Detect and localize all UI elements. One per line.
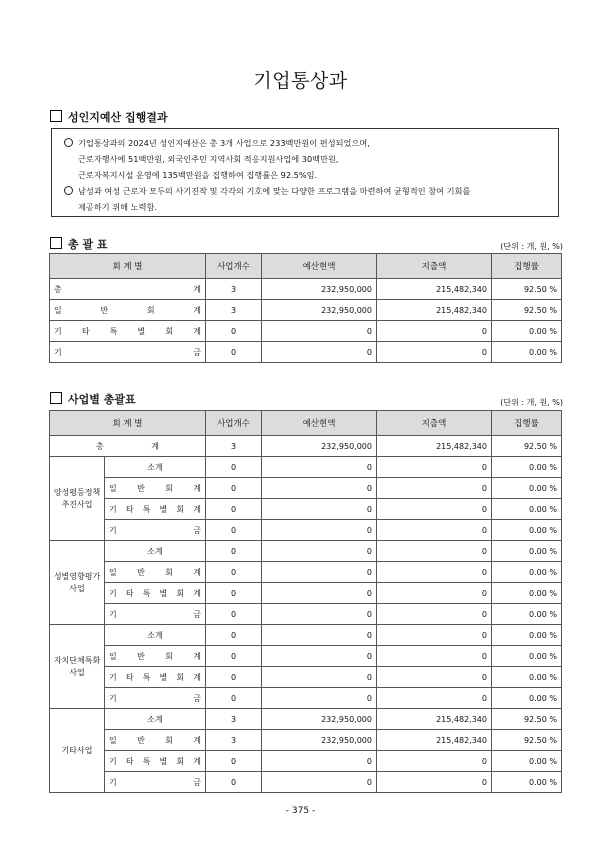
row-label-char: 회 (165, 735, 173, 745)
row-label-char: 특 (142, 672, 151, 682)
row-label-char: 회 (165, 326, 174, 336)
row-label-char: 기 (54, 326, 62, 336)
table-row (50, 436, 562, 457)
row-label-char: 특 (109, 326, 118, 336)
project-count-cell: 0 (206, 625, 262, 646)
intro-text: 남성과 여성 근로자 모두의 사기진작 및 각각의 기호에 맞는 다양한 프로그램을 마련하여 균형적인 참여 기회를 (78, 186, 471, 196)
execution-rate-cell: 92.50 % (492, 436, 562, 457)
row-label-char: 기 (109, 693, 117, 703)
execution-rate-cell: 0.00 % (492, 688, 562, 709)
row-label (105, 499, 206, 520)
project-count-cell: 0 (206, 583, 262, 604)
spent-cell: 0 (377, 751, 492, 772)
row-label-char: 회 (176, 672, 185, 682)
column-header: 지출액 (377, 411, 492, 436)
execution-rate-cell: 0.00 % (492, 604, 562, 625)
budget-cell: 0 (262, 342, 377, 363)
column-header: 집행률 (492, 254, 562, 279)
table-row (50, 541, 562, 562)
execution-rate-cell: 0.00 % (492, 541, 562, 562)
project-count-cell: 0 (206, 562, 262, 583)
row-label (105, 478, 206, 499)
budget-cell: 0 (262, 667, 377, 688)
project-count-cell: 0 (206, 751, 262, 772)
row-label-char: 계 (193, 735, 201, 745)
intro-line (64, 167, 550, 183)
table-row (50, 688, 562, 709)
project-count-cell: 0 (206, 772, 262, 793)
project-count-cell: 3 (206, 709, 262, 730)
row-label-char: 기 (54, 347, 62, 357)
row-label-char: 타 (125, 504, 134, 514)
intro-text: 제공하기 위해 노력함. (78, 202, 157, 212)
section-heading-gender-budget (50, 109, 167, 125)
row-label-char: 계 (193, 483, 201, 493)
row-label-char: 회 (176, 588, 185, 598)
spent-cell: 0 (377, 667, 492, 688)
budget-cell: 232,950,000 (262, 709, 377, 730)
spent-cell: 0 (377, 562, 492, 583)
program-name-text: 양성평등정책 (53, 487, 101, 497)
row-label-char: 별 (159, 588, 168, 598)
row-label (105, 709, 206, 730)
spent-cell: 0 (377, 457, 492, 478)
project-count-cell: 0 (206, 520, 262, 541)
row-label-char: 반 (137, 735, 145, 745)
row-label (50, 321, 206, 342)
table-row (50, 583, 562, 604)
execution-rate-cell: 0.00 % (492, 751, 562, 772)
budget-cell: 0 (262, 646, 377, 667)
row-label-char: 반 (100, 305, 109, 315)
budget-cell: 0 (262, 520, 377, 541)
budget-cell: 0 (262, 688, 377, 709)
row-label-spread (109, 756, 201, 767)
column-header: 예산현액 (262, 411, 377, 436)
table-row (50, 499, 562, 520)
program-name-text: 자치단체특화 (53, 655, 101, 665)
row-label-char: 총 (96, 441, 104, 451)
row-label-spread (109, 483, 201, 494)
spent-cell: 215,482,340 (377, 730, 492, 751)
budget-cell: 232,950,000 (262, 436, 377, 457)
table-row (50, 457, 562, 478)
row-label-spread (109, 777, 201, 788)
row-label-char: 타 (125, 672, 134, 682)
execution-rate-cell: 92.50 % (492, 709, 562, 730)
checkbox-square-icon (50, 237, 62, 249)
program-name (50, 541, 105, 625)
budget-cell: 0 (262, 562, 377, 583)
table-row (50, 667, 562, 688)
row-label (105, 751, 206, 772)
row-label-char: 계 (193, 305, 201, 315)
row-label-char: 타 (81, 326, 90, 336)
budget-cell: 0 (262, 478, 377, 499)
row-label-char: 금 (193, 347, 201, 357)
intro-line (64, 135, 550, 151)
spent-cell: 215,482,340 (377, 709, 492, 730)
budget-cell: 0 (262, 625, 377, 646)
row-label-char: 금 (193, 525, 201, 535)
project-count-cell: 0 (206, 342, 262, 363)
row-label-char: 계 (193, 588, 201, 598)
section-heading-by-program (50, 391, 136, 407)
row-label-spread (109, 672, 201, 683)
row-label-char: 회 (176, 504, 185, 514)
project-count-cell: 0 (206, 457, 262, 478)
intro-text: 근로자복지시설 운영에 135백만원을 집행하여 집행률은 92.5%임. (78, 170, 318, 180)
program-name-text: 사업 (69, 667, 85, 677)
row-label-char: 반 (137, 567, 145, 577)
row-label-spread (54, 347, 201, 358)
column-header: 회 계 별 (50, 254, 206, 279)
project-count-cell: 3 (206, 436, 262, 457)
table-row (50, 279, 562, 300)
spent-cell: 0 (377, 772, 492, 793)
budget-cell: 232,950,000 (262, 279, 377, 300)
table-row (50, 604, 562, 625)
row-label-char: 타 (125, 588, 134, 598)
row-label (50, 342, 206, 363)
intro-text: 근로자행사에 51백만원, 외국인주민 지역사회 적응지원사업에 30백만원, (78, 154, 339, 164)
project-count-cell: 0 (206, 499, 262, 520)
row-label-char: 계 (151, 441, 159, 451)
row-label-char: 금 (193, 693, 201, 703)
circle-bullet-icon (64, 138, 73, 147)
row-label-char: 기 (109, 504, 117, 514)
project-count-cell: 0 (206, 478, 262, 499)
column-header: 예산현액 (262, 254, 377, 279)
row-label (50, 300, 206, 321)
budget-cell: 232,950,000 (262, 300, 377, 321)
project-count-cell: 0 (206, 646, 262, 667)
row-label (105, 604, 206, 625)
spent-cell: 0 (377, 520, 492, 541)
row-label-spread (109, 525, 201, 536)
spent-cell: 0 (377, 625, 492, 646)
spent-cell: 215,482,340 (377, 436, 492, 457)
spent-cell: 0 (377, 499, 492, 520)
row-label-text: 소계 (147, 630, 163, 640)
table-row (50, 646, 562, 667)
project-count-cell: 3 (206, 730, 262, 751)
spent-cell: 215,482,340 (377, 279, 492, 300)
row-label-char: 반 (137, 483, 145, 493)
budget-cell: 0 (262, 499, 377, 520)
row-label-char: 특 (142, 588, 151, 598)
budget-cell: 232,950,000 (262, 730, 377, 751)
table-row (50, 300, 562, 321)
row-label-char: 별 (159, 504, 168, 514)
checkbox-square-icon (50, 110, 62, 122)
table-row (50, 625, 562, 646)
row-label-spread (54, 441, 201, 452)
row-label-char: 일 (109, 483, 117, 493)
row-label-char: 특 (142, 756, 151, 766)
intro-text: 기업통상과의 2024년 성인지예산은 총 3개 사업으로 233백만원이 편성되었으며, (78, 138, 370, 148)
row-label-char: 일 (109, 735, 117, 745)
row-label-char: 기 (109, 777, 117, 787)
intro-line (64, 183, 550, 199)
budget-cell: 0 (262, 321, 377, 342)
section-heading-summary (50, 236, 108, 252)
row-label-spread (109, 609, 201, 620)
column-header: 사업개수 (206, 254, 262, 279)
row-label-char: 금 (193, 609, 201, 619)
row-label-char: 기 (109, 756, 117, 766)
row-label-spread (109, 567, 201, 578)
execution-rate-cell: 0.00 % (492, 499, 562, 520)
column-header: 회 계 별 (50, 411, 206, 436)
row-label-char: 회 (146, 305, 155, 315)
row-label-char: 반 (137, 651, 145, 661)
row-label-text: 소계 (147, 462, 163, 472)
table-row (50, 709, 562, 730)
row-label-text: 소계 (147, 546, 163, 556)
row-label-char: 계 (193, 756, 201, 766)
project-count-cell: 3 (206, 300, 262, 321)
program-name-text: 사업 (69, 583, 85, 593)
execution-rate-cell: 0.00 % (492, 562, 562, 583)
project-count-cell: 0 (206, 667, 262, 688)
intro-line (64, 151, 550, 167)
program-name-text: 기타사업 (61, 745, 93, 755)
execution-rate-cell: 0.00 % (492, 457, 562, 478)
row-label-char: 계 (193, 567, 201, 577)
checkbox-square-icon (50, 392, 62, 404)
project-count-cell: 0 (206, 604, 262, 625)
row-label-char: 회 (165, 651, 173, 661)
row-label-spread (109, 693, 201, 704)
execution-rate-cell: 0.00 % (492, 321, 562, 342)
project-count-cell: 0 (206, 321, 262, 342)
row-label (105, 520, 206, 541)
row-label (105, 583, 206, 604)
section-heading-text: 성인지예산 집행결과 (68, 111, 168, 124)
row-label-char: 일 (54, 305, 62, 315)
row-label-char: 별 (159, 756, 168, 766)
row-label (105, 772, 206, 793)
row-label-char: 계 (193, 326, 201, 336)
spent-cell: 0 (377, 321, 492, 342)
spent-cell: 0 (377, 688, 492, 709)
column-header: 집행률 (492, 411, 562, 436)
row-label (105, 730, 206, 751)
row-label-char: 일 (109, 651, 117, 661)
program-name (50, 709, 105, 793)
spent-cell: 0 (377, 541, 492, 562)
spent-cell: 0 (377, 583, 492, 604)
execution-rate-cell: 0.00 % (492, 342, 562, 363)
row-label (50, 436, 206, 457)
execution-rate-cell: 92.50 % (492, 300, 562, 321)
execution-rate-cell: 0.00 % (492, 646, 562, 667)
execution-rate-cell: 0.00 % (492, 625, 562, 646)
table-row (50, 520, 562, 541)
execution-rate-cell: 0.00 % (492, 520, 562, 541)
page-title: 기업통상과 (253, 70, 348, 92)
row-label-char: 기 (109, 525, 117, 535)
row-label-char: 기 (109, 672, 117, 682)
intro-box (51, 128, 559, 217)
row-label (105, 457, 206, 478)
section-heading-text: 총 괄 표 (68, 238, 108, 251)
table-row (50, 342, 562, 363)
project-count-cell: 0 (206, 688, 262, 709)
unit-label-by-program: (단위 : 개, 원, %) (500, 398, 563, 407)
row-label (105, 625, 206, 646)
spent-cell: 0 (377, 478, 492, 499)
summary-table (49, 253, 562, 363)
row-label-char: 회 (165, 567, 173, 577)
intro-line (64, 199, 550, 215)
project-count-cell: 0 (206, 541, 262, 562)
program-name-text: 추진사업 (61, 499, 93, 509)
row-label-char: 별 (159, 672, 168, 682)
execution-rate-cell: 92.50 % (492, 279, 562, 300)
table-row (50, 772, 562, 793)
budget-cell: 0 (262, 583, 377, 604)
execution-rate-cell: 0.00 % (492, 478, 562, 499)
project-count-cell: 3 (206, 279, 262, 300)
row-label-char: 계 (193, 672, 201, 682)
row-label-char: 회 (165, 483, 173, 493)
table-row (50, 730, 562, 751)
unit-label-summary: (단위 : 개, 원, %) (500, 242, 563, 251)
row-label-spread (109, 504, 201, 515)
row-label-char: 계 (193, 284, 201, 294)
table-row (50, 751, 562, 772)
row-label-spread (54, 305, 201, 316)
execution-rate-cell: 92.50 % (492, 730, 562, 751)
table-row (50, 562, 562, 583)
row-label-char: 계 (193, 504, 201, 514)
row-label (105, 562, 206, 583)
table-row (50, 478, 562, 499)
row-label-char: 기 (109, 588, 117, 598)
spent-cell: 0 (377, 604, 492, 625)
spent-cell: 0 (377, 646, 492, 667)
row-label (105, 541, 206, 562)
program-table (49, 410, 562, 793)
execution-rate-cell: 0.00 % (492, 667, 562, 688)
row-label-char: 금 (193, 777, 201, 787)
row-label-char: 총 (54, 284, 62, 294)
budget-cell: 0 (262, 772, 377, 793)
program-name (50, 625, 105, 709)
row-label-char: 회 (176, 756, 185, 766)
page-number: - 375 - (285, 806, 316, 816)
row-label (105, 688, 206, 709)
row-label (105, 667, 206, 688)
row-label-char: 일 (109, 567, 117, 577)
row-label-char: 기 (109, 609, 117, 619)
program-name (50, 457, 105, 541)
program-name-text: 성별영향평가 (53, 571, 101, 581)
row-label-spread (109, 735, 201, 746)
budget-cell: 0 (262, 457, 377, 478)
row-label (50, 279, 206, 300)
budget-cell: 0 (262, 751, 377, 772)
budget-cell: 0 (262, 604, 377, 625)
row-label-spread (109, 588, 201, 599)
row-label-spread (54, 284, 201, 295)
budget-cell: 0 (262, 541, 377, 562)
execution-rate-cell: 0.00 % (492, 583, 562, 604)
row-label-char: 특 (142, 504, 151, 514)
column-header: 지출액 (377, 254, 492, 279)
row-label-spread (54, 326, 201, 337)
row-label-text: 소계 (147, 714, 163, 724)
row-label (105, 646, 206, 667)
execution-rate-cell: 0.00 % (492, 772, 562, 793)
column-header: 사업개수 (206, 411, 262, 436)
row-label-char: 별 (137, 326, 146, 336)
section-heading-text: 사업별 총괄표 (68, 393, 136, 406)
spent-cell: 0 (377, 342, 492, 363)
row-label-char: 계 (193, 651, 201, 661)
row-label-char: 타 (125, 756, 134, 766)
table-row (50, 321, 562, 342)
spent-cell: 215,482,340 (377, 300, 492, 321)
row-label-spread (109, 651, 201, 662)
circle-bullet-icon (64, 186, 73, 195)
